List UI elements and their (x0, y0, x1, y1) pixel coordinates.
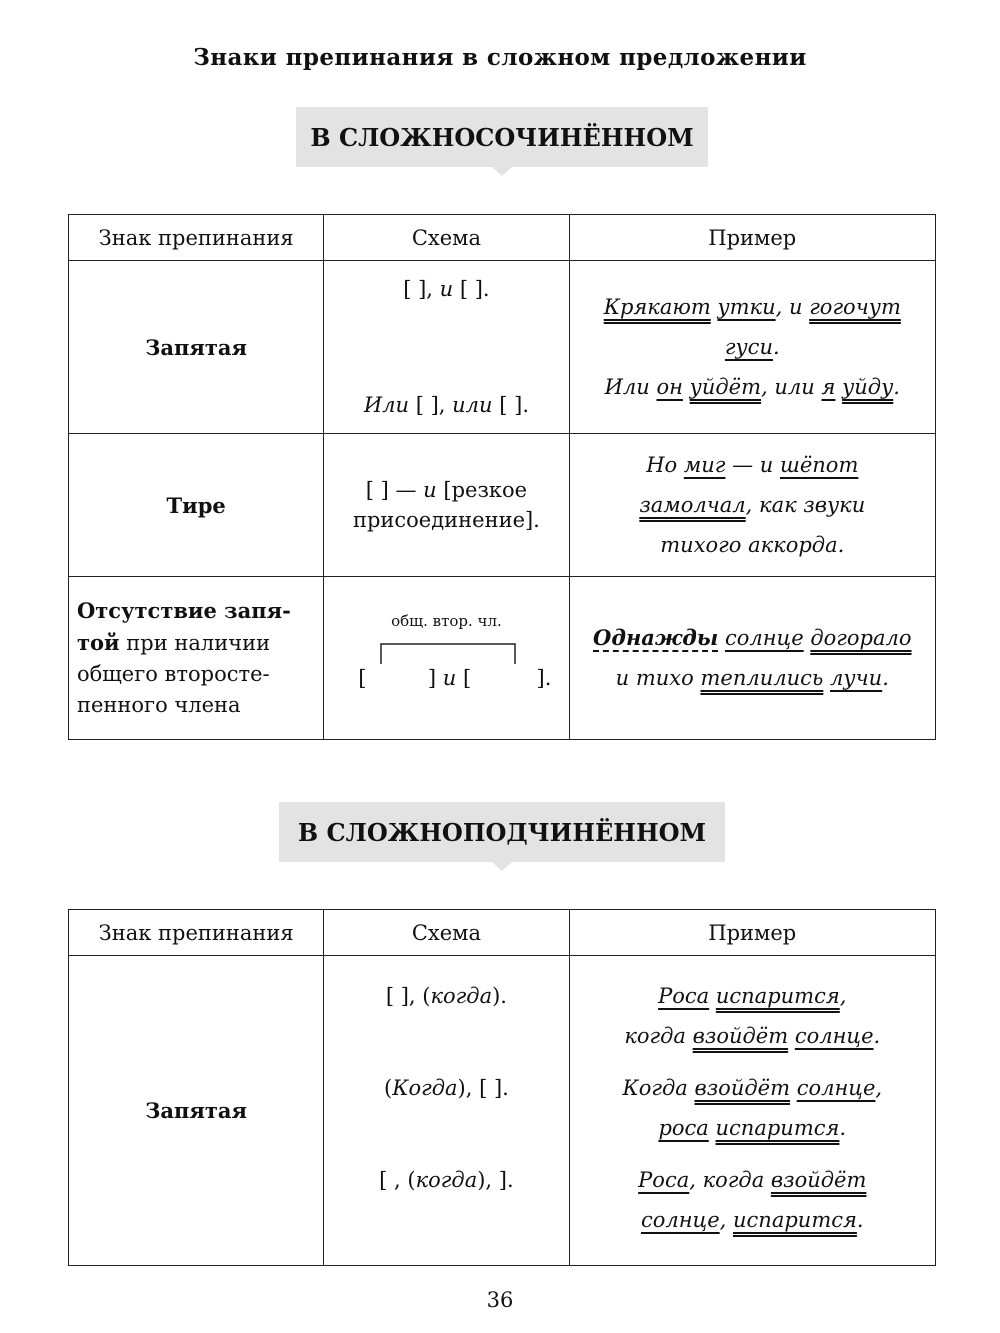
complex-sentence-table (68, 909, 936, 1266)
common-member-bracket (379, 642, 519, 666)
table-header-row (69, 215, 936, 261)
header-scheme: Схема (324, 215, 569, 261)
scheme-text: [ ] — и [резкое (365, 478, 528, 502)
header-example: Пример (569, 215, 935, 261)
table-row (69, 956, 936, 1266)
example-text: Роса испарится, когда взойдёт солнце. (624, 984, 881, 1048)
table-row (69, 261, 936, 434)
example-text: Когда взойдёт солнце, роса испарится. (622, 1076, 883, 1140)
scheme-text: Или [ ], или [ ]. (363, 393, 529, 417)
scheme-cell (324, 956, 569, 1266)
scheme-text: присоединение]. (352, 508, 540, 532)
example-text: Однажды солнце догорало и тихо теплились лучи. (593, 625, 912, 690)
sign-cell: Тире (69, 434, 324, 577)
page-number: 36 (486, 1288, 514, 1312)
scheme-text: [ ], и [ ]. (403, 277, 490, 301)
scheme-text: [ ], (когда). (385, 984, 507, 1008)
table-row (69, 434, 936, 577)
sign-cell: Запятая (69, 261, 324, 434)
section-heading-complex: В СЛОЖНОПОДЧИНЁННОМ (279, 802, 725, 862)
scheme-text: (Когда), [ ]. (384, 1076, 509, 1100)
table-header-row (69, 910, 936, 956)
table-row (69, 577, 936, 740)
example-text: Роса, когда взойдёт солнце, испарится. (638, 1168, 867, 1232)
example-cell (569, 434, 935, 577)
example-text: Но миг — и шёпот замолчал, как звуки тихого аккорда. (639, 453, 866, 557)
example-cell (569, 956, 935, 1266)
sign-cell: Отсутствие запя- той при наличии общего второсте- пенного члена (69, 577, 324, 740)
header-sign: Знак препинания (69, 215, 324, 261)
example-text: Крякают утки, и гогочут гуси. (603, 295, 901, 359)
header-example: Пример (569, 910, 935, 956)
scheme-cell (324, 261, 569, 434)
page-title: Знаки препинания в сложном предложении (193, 44, 807, 71)
header-scheme: Схема (324, 910, 569, 956)
scheme-cell (324, 434, 569, 577)
header-sign: Знак препинания (69, 910, 324, 956)
example-cell (569, 261, 935, 434)
compound-sentence-table (68, 214, 936, 740)
section-heading-compound: В СЛОЖНОСОЧИНЁННОМ (296, 107, 708, 167)
scheme-text: [ , (когда), ]. (379, 1168, 514, 1192)
common-member-scheme (332, 608, 560, 708)
sign-cell: Запятая (69, 956, 324, 1266)
common-member-label: общ. втор. чл. (391, 612, 502, 630)
example-text: Или он уйдёт, или я уйду. (604, 375, 900, 399)
scheme-cell (324, 577, 569, 740)
scheme-text: [ ] и [ ]. (358, 666, 552, 690)
example-cell (569, 577, 935, 740)
